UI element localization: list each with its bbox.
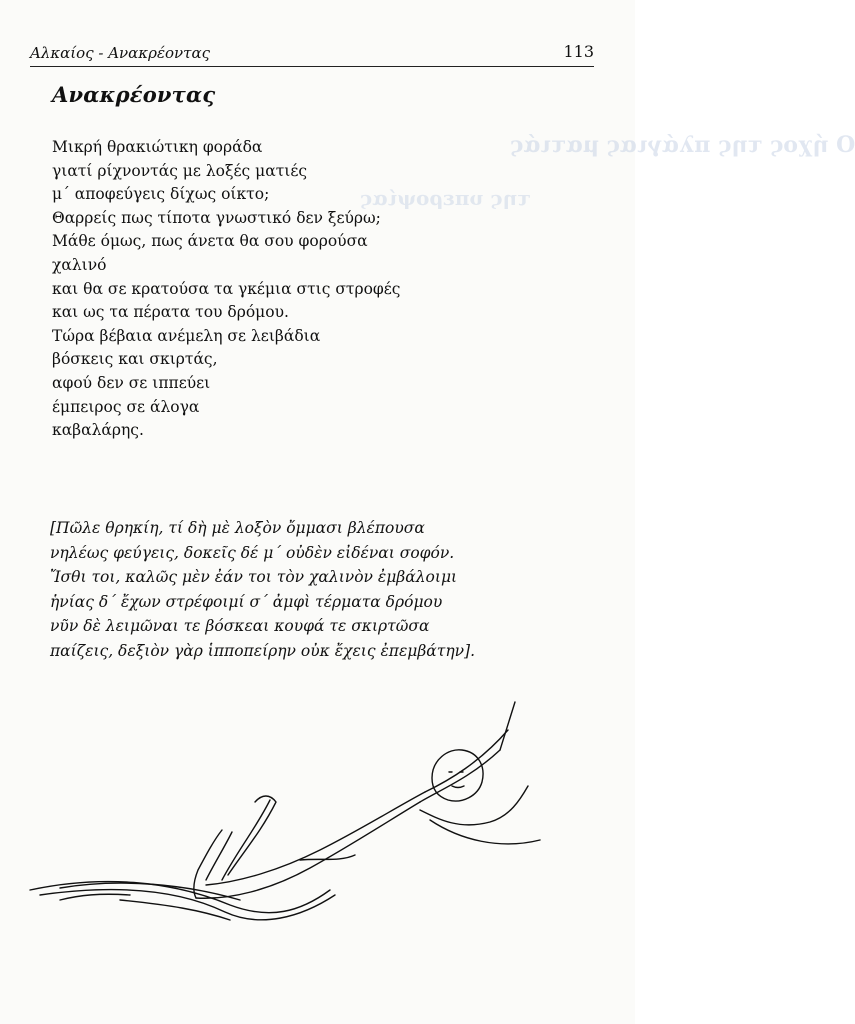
page-number: 113	[563, 42, 594, 61]
greek-line: ἡνίας δ΄ ἔχων στρέφοιμί σ΄ ἀμφὶ τέρματα δρόμου	[50, 592, 443, 611]
original-greek-text	[50, 516, 475, 663]
line-drawing-illustration	[0, 690, 635, 990]
poem-line: έμπειρος σε άλογα	[52, 397, 200, 416]
running-header	[30, 44, 594, 67]
poem-translation	[52, 136, 401, 443]
poem-line: και θα σε κρατούσα τα γκέμια στις στροφές	[52, 279, 401, 298]
greek-line: παίζεις, δεξιὸν γὰρ ἱπποπείρην οὐκ ἔχεις ἐπεμβάτην].	[50, 641, 476, 660]
poem-line: Μάθε όμως, πως άνετα θα σου φορούσα	[52, 232, 368, 251]
greek-line: νῦν δὲ λειμῶναι τε βόσκεαι κουφά τε σκιρτῶσα	[50, 617, 430, 635]
greek-line: Ἴσθι τοι, καλῶς μὲν ἐάν τοι τὸν χαλινὸν ἐμβάλοιμι	[50, 568, 458, 586]
greek-line: [Πῶλε θρηκίη, τί δὴ μὲ λοξὸν ὄμμασι βλέπουσα	[50, 519, 425, 537]
bleed-through-heading-1: Ο ήχος της πλάγιας ματιάς	[510, 132, 855, 158]
greek-line: νηλέως φεύγεις, δοκεῖς δέ μ΄ οὐδὲν εἰδέναι σοφόν.	[50, 543, 455, 562]
poem-line: Θαρρείς πως τίποτα γνωστικό δεν ξεύρω;	[52, 208, 381, 227]
poem-line: αφού δεν σε ιππεύει	[52, 373, 211, 392]
poem-line: Μικρή θρακιώτικη φοράδα	[52, 138, 263, 156]
poem-line: Τώρα βέβαια ανέμελη σε λειβάδια	[52, 326, 321, 345]
poem-line: και ως τα πέρατα του δρόμου.	[52, 303, 289, 322]
poem-line: μ΄ αποφεύγεις δίχως οίκτο;	[52, 185, 270, 204]
poem-line: καβαλάρης.	[52, 421, 144, 440]
poem-line: βόσκεις και σκιρτάς,	[52, 350, 218, 369]
poem-line: γιατί ρίχνοντάς με λοξές ματιές	[52, 161, 308, 180]
running-title: Αλκαίος - Ανακρέοντας	[30, 44, 210, 62]
section-title: Ανακρέοντας	[52, 82, 216, 107]
poem-line: χαλινό	[52, 255, 107, 274]
bleed-through-heading-2: της υπεροψίας	[360, 186, 531, 210]
